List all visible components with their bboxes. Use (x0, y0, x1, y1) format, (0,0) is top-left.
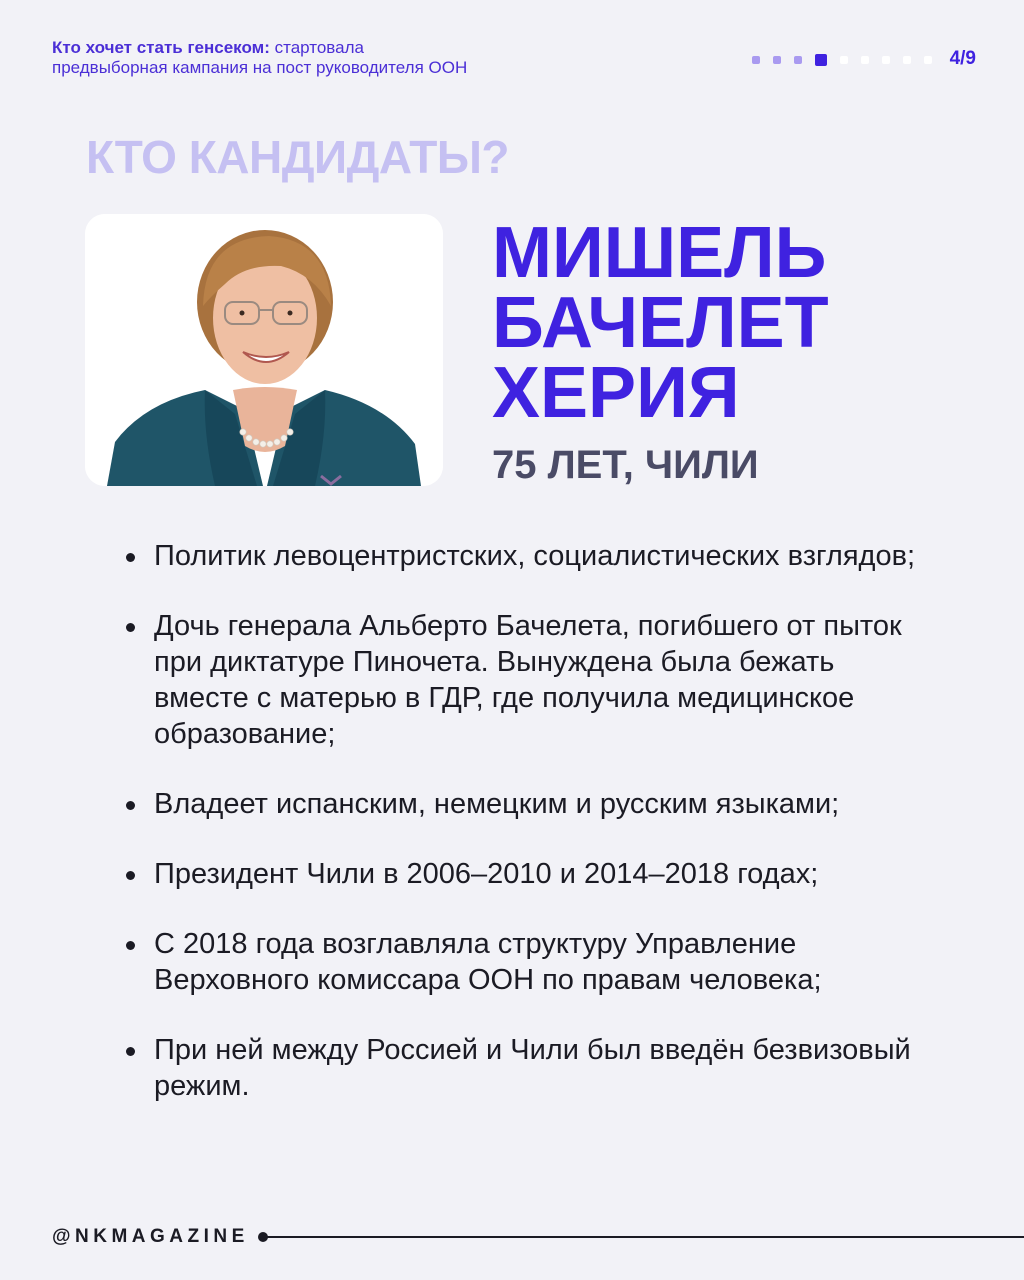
candidate-name-line: БАЧЕЛЕТ (492, 283, 829, 363)
progress-dot (794, 56, 802, 64)
candidate-name-line: МИШЕЛЬ (492, 213, 827, 293)
fact-item (122, 538, 922, 574)
footer-divider (266, 1236, 1024, 1238)
candidate-name (492, 213, 829, 433)
candidate-photo (85, 214, 443, 486)
fact-text: С 2018 года возглавляла структуру Управление Верховного комиссара ООН по правам человека; (154, 928, 822, 996)
fact-item (122, 786, 922, 822)
header-title-rest: стартовала (274, 38, 364, 57)
fact-text: Владеет испанским, немецким и русским языками; (154, 788, 840, 820)
fact-text: При ней между Россией и Чили был введён безвизовый режим. (154, 1034, 911, 1102)
fact-text: Президент Чили в 2006–2010 и 2014–2018 годах; (154, 858, 819, 890)
header-line-1 (52, 38, 612, 58)
header-title-bold: Кто хочет стать генсеком: (52, 38, 270, 57)
candidate-name-line: ХЕРИЯ (492, 353, 740, 433)
page-counter: 4/9 (949, 48, 976, 69)
bullet-icon (126, 553, 135, 562)
footer-handle[interactable]: @NKMAGAZINE (52, 1226, 249, 1247)
fact-item (122, 608, 922, 752)
fact-item (122, 1032, 922, 1104)
progress-dot (903, 56, 911, 64)
header-subtitle: предвыборная кампания на пост руководителя ООН (52, 58, 468, 77)
fact-item (122, 856, 922, 892)
facts-list (122, 538, 922, 1138)
progress-dot (924, 56, 932, 64)
fact-text: Дочь генерала Альберто Бачелета, погибшего от пыток при диктатуре Пиночета. Вынуждена была бежать вместе с матерью в ГДР, где получила медицинское образование; (154, 610, 902, 750)
progress-dot (861, 56, 869, 64)
progress-dot (773, 56, 781, 64)
bullet-icon (126, 801, 135, 810)
fact-item (122, 926, 922, 998)
bullet-icon (126, 1047, 135, 1056)
candidate-age-country: 75 ЛЕТ, ЧИЛИ (492, 443, 759, 487)
bullet-icon (126, 941, 135, 950)
fact-text: Политик левоцентристских, социалистических взглядов; (154, 540, 916, 572)
portrait-illustration (85, 214, 443, 486)
progress-dot (752, 56, 760, 64)
bullet-icon (126, 623, 135, 632)
header-title (52, 38, 612, 78)
bullet-icon (126, 871, 135, 880)
progress-dot (882, 56, 890, 64)
progress-dot-active (815, 54, 827, 66)
section-title: КТО КАНДИДАТЫ? (86, 131, 510, 183)
slide-progress (752, 53, 945, 67)
progress-dot (840, 56, 848, 64)
